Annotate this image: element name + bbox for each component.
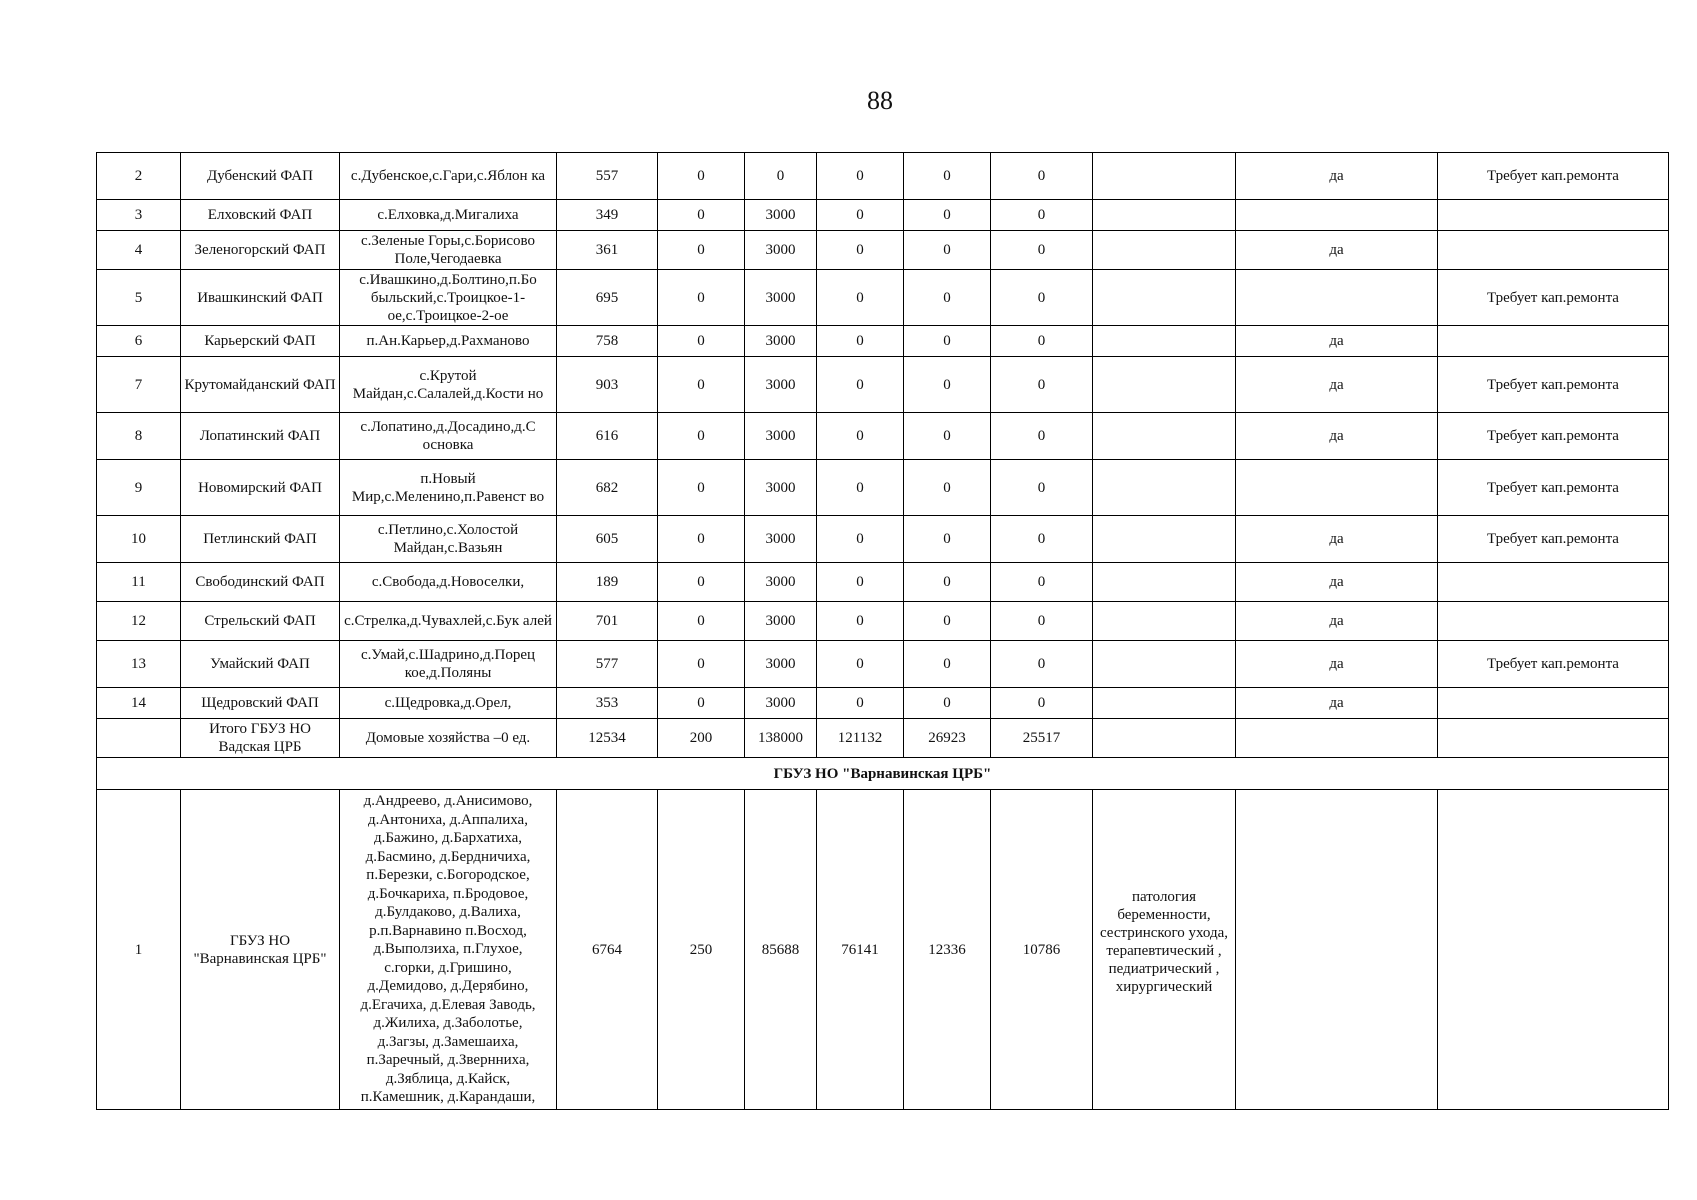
cell-profiles: [1093, 153, 1236, 200]
settlement-line: д.Басмино, д.Бердничиха,: [365, 848, 531, 865]
cell-note: [1438, 719, 1669, 758]
cell-settlements: с.Стрелка,д.Чувахлей,с.Бук алей: [340, 602, 557, 641]
cell-value-5: 0: [904, 516, 991, 563]
settlement-line: д.Загзы, д.Замешаиха,: [377, 1033, 519, 1050]
cell-value-6: 0: [991, 516, 1093, 563]
cell-settlements: с.Лопатино,д.Досадино,д.С основка: [340, 413, 557, 460]
cell-facility-name: Крутомайданский ФАП: [181, 357, 340, 413]
cell-value-1: 701: [557, 602, 658, 641]
cell-value-5: 0: [904, 641, 991, 688]
cell-value-1: 577: [557, 641, 658, 688]
settlement-line: п.Заречный, д.Звернниха,: [366, 1052, 530, 1069]
cell-flag: да: [1236, 688, 1438, 719]
settlement-line: п.Березки, с.Богородское,: [366, 867, 530, 884]
section-header-row: [97, 758, 1669, 790]
settlement-line: д.Жилиха, д.Заболотье,: [373, 1015, 523, 1032]
cell-flag: [1236, 790, 1438, 1110]
settlement-line: д.Зяблица, д.Кайск,: [385, 1070, 511, 1087]
cell-value-4: 0: [817, 602, 904, 641]
cell-facility-name: Итого ГБУЗ НО Вадская ЦРБ: [181, 719, 340, 758]
settlement-line: д.Бажино, д.Бархатиха,: [373, 830, 523, 847]
cell-profiles: [1093, 602, 1236, 641]
settlement-line: д.Булдаково, д.Валиха,: [375, 904, 521, 921]
cell-value-3: 3000: [745, 641, 817, 688]
cell-value-2: 0: [658, 641, 745, 688]
cell-value-2: 200: [658, 719, 745, 758]
cell-settlements: с.Щедровка,д.Орел,: [340, 688, 557, 719]
cell-facility-name: Новомирский ФАП: [181, 460, 340, 516]
cell-number: 9: [97, 460, 181, 516]
cell-value-4: 0: [817, 357, 904, 413]
cell-note: Требует кап.ремонта: [1438, 413, 1669, 460]
cell-note: [1438, 790, 1669, 1110]
cell-flag: да: [1236, 641, 1438, 688]
table-row: [97, 460, 1669, 516]
settlement-line: д.Андреево, д.Анисимово,: [363, 793, 533, 810]
table-row: [97, 641, 1669, 688]
cell-profiles: [1093, 688, 1236, 719]
cell-value-5: 0: [904, 688, 991, 719]
cell-value-1: 12534: [557, 719, 658, 758]
cell-value-5: 0: [904, 200, 991, 231]
cell-number: 5: [97, 270, 181, 326]
cell-value-6: 0: [991, 270, 1093, 326]
cell-number: 13: [97, 641, 181, 688]
table-body: [97, 153, 1669, 1110]
cell-value-1: 353: [557, 688, 658, 719]
cell-facility-name: Дубенский ФАП: [181, 153, 340, 200]
cell-value-2: 0: [658, 413, 745, 460]
cell-number: 2: [97, 153, 181, 200]
cell-value-1: 557: [557, 153, 658, 200]
cell-value-4: 0: [817, 641, 904, 688]
cell-flag: [1236, 719, 1438, 758]
cell-value-4: 0: [817, 516, 904, 563]
cell-profiles: патология беременности, сестринского ухода, терапевтический , педиатрический , хирургический: [1093, 790, 1236, 1110]
cell-value-1: 758: [557, 326, 658, 357]
cell-flag: да: [1236, 153, 1438, 200]
cell-value-4: 0: [817, 200, 904, 231]
cell-number: 10: [97, 516, 181, 563]
cell-settlements: п.Ан.Карьер,д.Рахманово: [340, 326, 557, 357]
cell-value-3: 3000: [745, 460, 817, 516]
cell-note: Требует кап.ремонта: [1438, 153, 1669, 200]
settlement-line: п.Камешник, д.Карандаши,: [360, 1089, 536, 1106]
cell-profiles: [1093, 516, 1236, 563]
cell-value-6: 10786: [991, 790, 1093, 1110]
table-row: [97, 153, 1669, 200]
cell-value-3: 138000: [745, 719, 817, 758]
cell-note: [1438, 602, 1669, 641]
table-row: [97, 516, 1669, 563]
cell-settlements: Домовые хозяйства –0 ед.: [340, 719, 557, 758]
cell-value-1: 616: [557, 413, 658, 460]
cell-profiles: [1093, 719, 1236, 758]
cell-facility-name: Щедровский ФАП: [181, 688, 340, 719]
cell-profiles: [1093, 231, 1236, 270]
cell-value-5: 0: [904, 357, 991, 413]
cell-flag: да: [1236, 357, 1438, 413]
cell-value-4: 0: [817, 413, 904, 460]
cell-value-3: 3000: [745, 413, 817, 460]
cell-flag: да: [1236, 326, 1438, 357]
cell-value-3: 3000: [745, 270, 817, 326]
cell-value-1: 682: [557, 460, 658, 516]
cell-value-3: 3000: [745, 563, 817, 602]
cell-profiles: [1093, 563, 1236, 602]
cell-facility-name: Петлинский ФАП: [181, 516, 340, 563]
cell-value-1: 189: [557, 563, 658, 602]
cell-number: 1: [97, 790, 181, 1110]
cell-value-2: 0: [658, 602, 745, 641]
cell-facility-name: Умайский ФАП: [181, 641, 340, 688]
cell-value-4: 0: [817, 460, 904, 516]
cell-note: [1438, 563, 1669, 602]
cell-value-1: 361: [557, 231, 658, 270]
settlement-line: д.Егачиха, д.Елевая Заводь,: [360, 996, 536, 1013]
facilities-table: [96, 152, 1669, 1110]
table-row: [97, 326, 1669, 357]
cell-value-1: 6764: [557, 790, 658, 1110]
cell-flag: [1236, 270, 1438, 326]
table-row: [97, 357, 1669, 413]
settlement-line: с.горки, д.Гришино,: [384, 959, 512, 976]
cell-value-4: 0: [817, 153, 904, 200]
cell-settlements: п.Новый Мир,с.Меленино,п.Равенст во: [340, 460, 557, 516]
table-row: [97, 688, 1669, 719]
cell-value-4: 0: [817, 270, 904, 326]
settlement-line: д.Демидово, д.Дерябино,: [367, 978, 529, 995]
cell-value-5: 0: [904, 153, 991, 200]
cell-value-2: 0: [658, 326, 745, 357]
cell-note: [1438, 231, 1669, 270]
cell-value-5: 0: [904, 231, 991, 270]
page-number: 88: [867, 86, 893, 115]
cell-flag: [1236, 200, 1438, 231]
cell-value-6: 0: [991, 231, 1093, 270]
cell-facility-name: Елховский ФАП: [181, 200, 340, 231]
cell-value-3: 3000: [745, 357, 817, 413]
table-row: [97, 413, 1669, 460]
cell-value-6: 0: [991, 200, 1093, 231]
cell-number: 8: [97, 413, 181, 460]
cell-value-4: 0: [817, 563, 904, 602]
cell-facility-name: Карьерский ФАП: [181, 326, 340, 357]
cell-flag: да: [1236, 516, 1438, 563]
cell-facility-name: Свободинский ФАП: [181, 563, 340, 602]
cell-profiles: [1093, 413, 1236, 460]
cell-value-1: 903: [557, 357, 658, 413]
settlement-line: р.п.Варнавино п.Восход,: [369, 922, 527, 939]
cell-settlements: с.Свобода,д.Новоселки,: [340, 563, 557, 602]
cell-value-3: 3000: [745, 200, 817, 231]
cell-note: [1438, 200, 1669, 231]
cell-settlements: с.Петлино,с.Холостой Майдан,с.Вазьян: [340, 516, 557, 563]
cell-value-5: 0: [904, 326, 991, 357]
cell-number: 4: [97, 231, 181, 270]
settlement-line: д.Антониха, д.Аппалиха,: [368, 811, 528, 828]
cell-number: 11: [97, 563, 181, 602]
cell-flag: да: [1236, 602, 1438, 641]
cell-value-5: 0: [904, 602, 991, 641]
cell-value-2: 250: [658, 790, 745, 1110]
cell-value-2: 0: [658, 357, 745, 413]
cell-facility-name: Зеленогорский ФАП: [181, 231, 340, 270]
cell-value-2: 0: [658, 231, 745, 270]
cell-facility-name: Лопатинский ФАП: [181, 413, 340, 460]
cell-value-5: 0: [904, 270, 991, 326]
cell-value-1: 695: [557, 270, 658, 326]
cell-facility-name: ГБУЗ НО "Варнавинская ЦРБ": [181, 790, 340, 1110]
cell-value-6: 0: [991, 153, 1093, 200]
cell-flag: да: [1236, 413, 1438, 460]
cell-note: Требует кап.ремонта: [1438, 357, 1669, 413]
settlement-line: д.Выползиха, п.Глухое,: [373, 941, 523, 958]
cell-value-4: 0: [817, 231, 904, 270]
cell-note: [1438, 688, 1669, 719]
cell-note: Требует кап.ремонта: [1438, 270, 1669, 326]
cell-value-6: 0: [991, 460, 1093, 516]
table-row: [97, 231, 1669, 270]
cell-value-3: 85688: [745, 790, 817, 1110]
cell-profiles: [1093, 200, 1236, 231]
cell-value-1: 349: [557, 200, 658, 231]
cell-value-3: 3000: [745, 231, 817, 270]
cell-settlements: с.Елховка,д.Мигалиха: [340, 200, 557, 231]
cell-number: 3: [97, 200, 181, 231]
cell-profiles: [1093, 641, 1236, 688]
cell-profiles: [1093, 460, 1236, 516]
cell-value-2: 0: [658, 563, 745, 602]
cell-value-5: 12336: [904, 790, 991, 1110]
cell-value-4: 121132: [817, 719, 904, 758]
cell-value-3: 3000: [745, 516, 817, 563]
section-title: ГБУЗ НО "Варнавинская ЦРБ": [97, 758, 1669, 790]
cell-value-4: 76141: [817, 790, 904, 1110]
cell-value-4: 0: [817, 688, 904, 719]
cell-note: Требует кап.ремонта: [1438, 516, 1669, 563]
cell-value-2: 0: [658, 270, 745, 326]
cell-value-4: 0: [817, 326, 904, 357]
cell-value-6: 0: [991, 688, 1093, 719]
cell-value-3: 0: [745, 153, 817, 200]
cell-number: 7: [97, 357, 181, 413]
cell-facility-name: Ивашкинский ФАП: [181, 270, 340, 326]
cell-value-6: 0: [991, 641, 1093, 688]
cell-note: [1438, 326, 1669, 357]
cell-value-3: 3000: [745, 602, 817, 641]
cell-value-6: 0: [991, 326, 1093, 357]
cell-value-6: 0: [991, 563, 1093, 602]
cell-settlements: [340, 790, 557, 1110]
cell-facility-name: Стрельский ФАП: [181, 602, 340, 641]
table-row: [97, 270, 1669, 326]
total-row: [97, 719, 1669, 758]
cell-note: Требует кап.ремонта: [1438, 460, 1669, 516]
cell-value-5: 0: [904, 563, 991, 602]
cell-value-2: 0: [658, 460, 745, 516]
cell-flag: [1236, 460, 1438, 516]
cell-settlements: с.Крутой Майдан,с.Салалей,д.Кости но: [340, 357, 557, 413]
table-row: [97, 790, 1669, 1110]
cell-profiles: [1093, 326, 1236, 357]
cell-value-2: 0: [658, 153, 745, 200]
cell-value-6: 25517: [991, 719, 1093, 758]
cell-number: 14: [97, 688, 181, 719]
cell-note: Требует кап.ремонта: [1438, 641, 1669, 688]
cell-profiles: [1093, 270, 1236, 326]
cell-value-5: 0: [904, 460, 991, 516]
cell-number: 6: [97, 326, 181, 357]
cell-value-3: 3000: [745, 326, 817, 357]
table-row: [97, 563, 1669, 602]
cell-value-5: 26923: [904, 719, 991, 758]
cell-value-2: 0: [658, 688, 745, 719]
table-row: [97, 200, 1669, 231]
cell-settlements: с.Умай,с.Шадрино,д.Порец кое,д.Поляны: [340, 641, 557, 688]
cell-settlements: с.Зеленые Горы,с.Борисово Поле,Чегодаевка: [340, 231, 557, 270]
cell-value-6: 0: [991, 357, 1093, 413]
cell-value-1: 605: [557, 516, 658, 563]
cell-value-6: 0: [991, 413, 1093, 460]
cell-value-3: 3000: [745, 688, 817, 719]
cell-number: 12: [97, 602, 181, 641]
cell-flag: да: [1236, 231, 1438, 270]
settlement-line: д.Бочкариха, п.Бродовое,: [367, 885, 529, 902]
cell-value-5: 0: [904, 413, 991, 460]
cell-profiles: [1093, 357, 1236, 413]
cell-value-6: 0: [991, 602, 1093, 641]
cell-flag: да: [1236, 563, 1438, 602]
table-row: [97, 602, 1669, 641]
cell-value-2: 0: [658, 516, 745, 563]
cell-value-2: 0: [658, 200, 745, 231]
cell-number: [97, 719, 181, 758]
cell-settlements: с.Ивашкино,д.Болтино,п.Бо быльский,с.Троицкое-1-ое,с.Троицкое-2-ое: [340, 270, 557, 326]
cell-settlements: с.Дубенское,с.Гари,с.Яблон ка: [340, 153, 557, 200]
